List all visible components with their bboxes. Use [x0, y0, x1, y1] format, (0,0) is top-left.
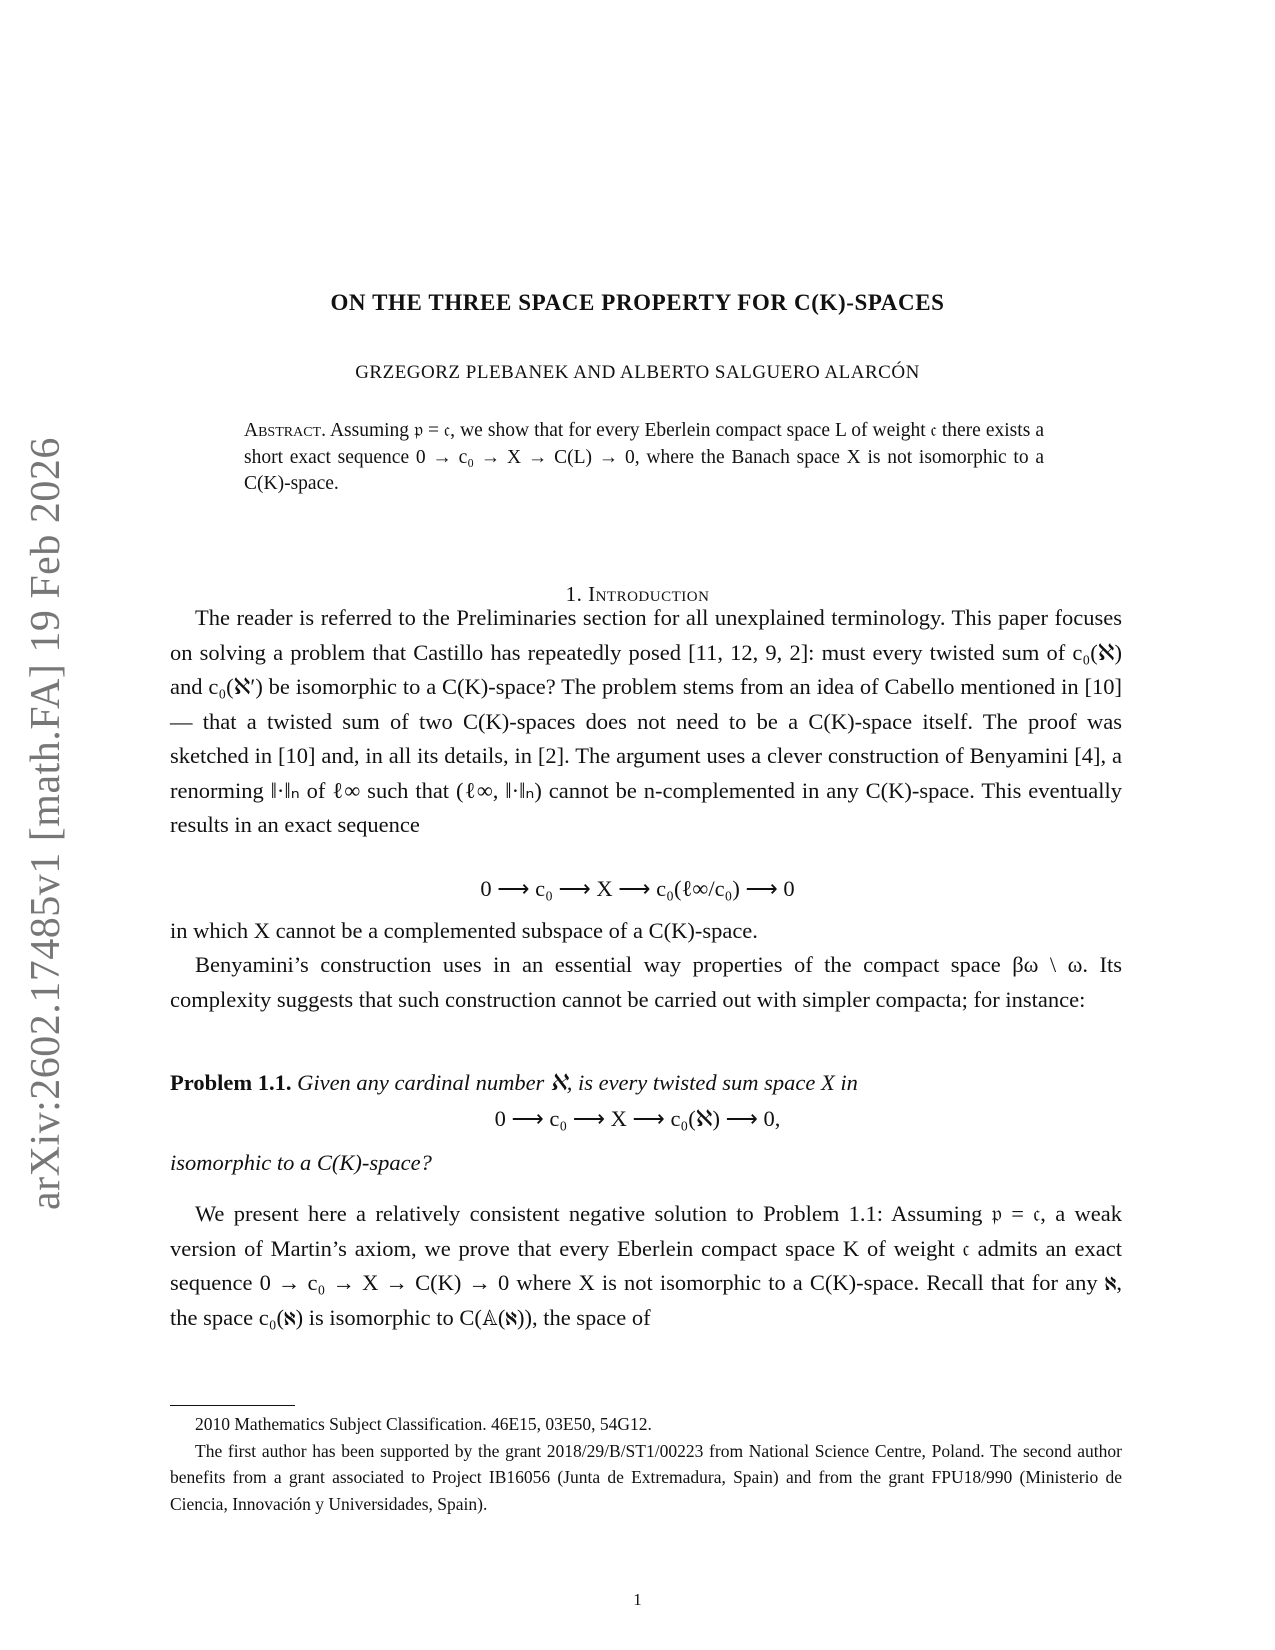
exact-sequence-2: 0 ⟶ c₀ ⟶ X ⟶ c₀(ℵ) ⟶ 0,: [494, 1106, 781, 1131]
problem-end-text: isomorphic to a C(K)-space?: [170, 1150, 432, 1175]
abstract-label: Abstract.: [244, 420, 326, 441]
exact-sequence-1: 0 ⟶ c₀ ⟶ X ⟶ c₀(ℓ∞/c₀) ⟶ 0: [480, 876, 795, 901]
footnote-funding: The first author has been supported by the grant 2018/29/B/ST1/00223 from National Science Centre, Poland. The second author benefits from a grant associated to Project IB16056 (Junta de Extremadura, Spain) and from the grant FPU18/990 (Ministerio de Ciencia, Innovación y Universidades, Spain).: [170, 1440, 1122, 1514]
footnote-rule: [170, 1405, 295, 1406]
problem-end: [170, 1146, 1122, 1181]
intro-paragraph-4: We present here a relatively consistent negative solution to Problem 1.1: Assuming 𝔭 = 𝔠, a weak version of Martin’s axiom, we prove that every Eberlein compact space K of weight 𝔠 admits an exact sequence 0 → c₀ → X → C(K) → 0 where X is not isomorphic to a C(K)-space. Recall that for any ℵ, the space c₀(ℵ) is isomorphic to C(𝔸(ℵ)), the space of: [170, 1201, 1122, 1330]
problem-text: Given any cardinal number ℵ, is every twisted sum space X in: [297, 1070, 858, 1095]
abstract: [244, 418, 1044, 498]
paper-authors: GRZEGORZ PLEBANEK AND ALBERTO SALGUERO ALARCÓN: [355, 362, 920, 383]
arxiv-stamp: arXiv:2602.17485v1 [math.FA] 19 Feb 2026: [23, 437, 69, 1210]
footnote-msc: 2010 Mathematics Subject Classification. 46E15, 03E50, 54G12.: [195, 1414, 652, 1434]
intro-paragraph-2: in which X cannot be a complemented subspace of a C(K)-space.: [170, 918, 758, 943]
abstract-text: Assuming 𝔭 = 𝔠, we show that for every Eberlein compact space L of weight 𝔠 there exists a short exact sequence 0 → c₀ → X → C(L) → 0, where the Banach space X is not isomorphic to a C(K)-space.: [244, 420, 1044, 494]
problem-label: Problem 1.1.: [170, 1070, 292, 1095]
footnotes: [170, 1411, 1122, 1517]
problem-statement: [170, 1066, 1122, 1101]
intro-paragraph-1: The reader is referred to the Preliminaries section for all unexplained terminology. This paper focuses on solving a problem that Castillo has repeatedly posed [11, 12, 9, 2]: must every twisted sum of c₀(ℵ) and c₀(ℵ′) be isomorphic to a C(K)-space? The problem stems from an idea of Cabello mentioned in [10] — that a twisted sum of two C(K)-spaces does not need to be a C(K)-space itself. The proof was sketched in [10] and, in all its details, in [2]. The argument uses a clever construction of Benyamini [4], a renorming ‖·‖ₙ of ℓ∞ such that (ℓ∞, ‖·‖ₙ) cannot be n-complemented in any C(K)-space. This eventually results in an exact sequence: [170, 605, 1122, 837]
page-number: 1: [633, 1590, 642, 1609]
section-title: 1. Introduction: [565, 582, 710, 606]
paper-title: ON THE THREE SPACE PROPERTY FOR C(K)-SPACES: [330, 290, 945, 315]
intro-paragraph-3: Benyamini’s construction uses in an essential way properties of the compact space βω \ ω. Its complexity suggests that such construction cannot be carried out with simpler compacta; for instance:: [170, 952, 1122, 1012]
